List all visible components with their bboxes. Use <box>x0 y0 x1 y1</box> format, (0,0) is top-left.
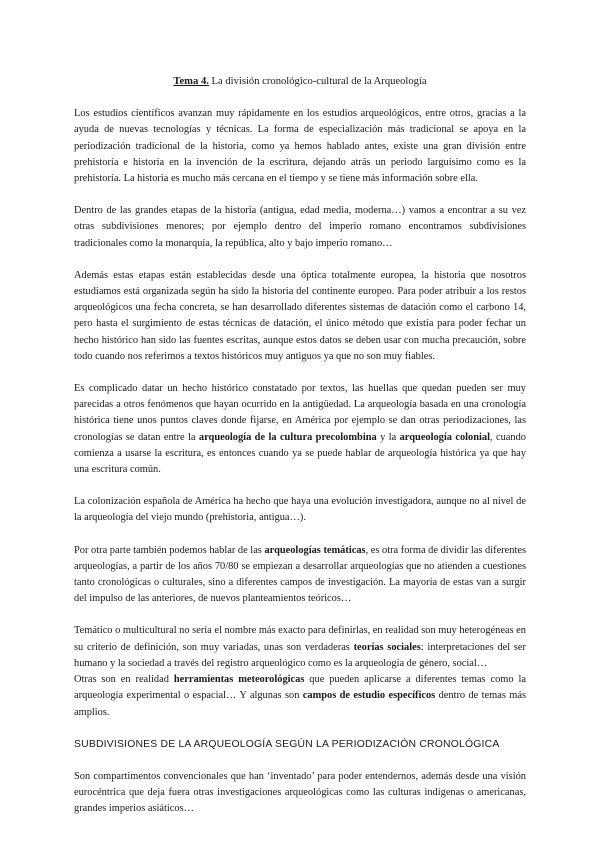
paragraph-thematic <box>74 543 526 608</box>
title-topic-number: Tema 4. <box>173 76 209 87</box>
bold-term: arqueologías temáticas <box>264 544 366 556</box>
bold-term: arqueología colonial <box>399 431 490 443</box>
paragraph-colonization <box>74 494 526 526</box>
paragraph-text: dentro de temas más amplios. <box>74 690 526 718</box>
paragraph-text: Dentro de las grandes etapas de la historia (antigua, edad media, moderna…) vamos a encontrar a su vez otras subdivisiones menores; por ejemplo dentro del imperio romano encontramos subdivisiones tradicionales como la monarquía, la república, alto y bajo imperio romano… <box>74 205 526 249</box>
paragraph-text: La colonización española de América ha hecho que haya una evolución investigadora, aunque no al nivel de la arqueología del viejo mundo (prehistoria, antigua…). <box>74 496 526 524</box>
paragraph-text: Son compartimentos convencionales que han ‘inventado’ para poder entendernos, además desde una visión eurocéntrica que deja fuera otras investigaciones arqueológicas como las culturas indígenas o americanas, grandes imperios asiáticos… <box>74 770 526 815</box>
section-heading: SUBDIVISIONES DE LA ARQUEOLOGÍA SEGÚN LA PERIODIZACIÓN CRONOLÓGICA <box>74 738 500 750</box>
paragraph-multicultural <box>74 623 526 672</box>
paragraph-intro <box>74 106 526 187</box>
paragraph-text: , cuando comienza a usarse la escritura, es entonces cuando ya se puede hablar de arqueología histórica ya que hay una escritura común. <box>74 431 526 476</box>
paragraph-tools <box>74 672 526 721</box>
paragraph-text: Además estas etapas están establecidas desde una óptica totalmente europea, la historia que nosotros estudiamos está organizada según ha sido la historia del continente europeo. Para poder atribuir a los restos arqueológicos una fecha concreta, se han desarrollado diferentes sistemas de datación como el carbono 14, pero hasta el surgimiento de estas técnicas de datación, el único método que existía para poder fechar un hecho histórico han sido las fuentes escritas, aunque estos datos se deben usar con mucha precaución, sobre todo cuando nos referimos a textos históricos muy antiguos ya que no son muy fiables. <box>74 269 526 362</box>
page-title <box>74 74 526 90</box>
bold-term: teorías sociales <box>353 641 421 653</box>
paragraph-compartments <box>74 769 526 818</box>
paragraph-dating <box>74 381 526 478</box>
title-text: La división cronológico-cultural de la Arqueología <box>208 76 427 87</box>
paragraph-text: Otras son en realidad <box>74 674 174 686</box>
paragraph-european-view <box>74 268 526 365</box>
paragraph-text: Temático o multicultural no sería el nombre más exacto para definirlas, en realidad son muy heterogéneas en su criterio de definición, son muy variadas, unas son verdaderas <box>74 625 526 653</box>
paragraph-text: que pueden aplicarse a diferentes temas como la arqueología experimental o espacial… Y algunas son <box>74 674 526 702</box>
paragraph-text: : interpretaciones del ser humano y la sociedad a través del registro arqueológico como es la arqueología de género, social… <box>74 641 526 669</box>
bold-term: arqueología de la cultura precolombina <box>198 431 377 443</box>
paragraph-subdivisions <box>74 203 526 252</box>
paragraph-text: Es complicado datar un hecho histórico constatado por textos, las huellas que quedan pueden ser muy parecidas a otros fenómenos que hayan ocurrido en la antigüedad. La arqueología basada en una cronología histórica tiene unos puntos claves donde fijarse, en América por ejemplo se dan otras periodizaciones, las cronologías se datan entre la <box>74 383 526 443</box>
paragraph-text: y la <box>376 431 400 443</box>
paragraph-text: Por otra parte también podemos hablar de las <box>74 544 265 556</box>
bold-term: herramientas meteorológicas <box>173 674 305 686</box>
paragraph-text: , es otra forma de dividir las diferentes arqueologías, a partir de los años 70/80 se empiezan a desarrollar arqueologías que no atienden a cuestiones tanto cronológicas o culturales, sino a diferentes campos de investigación. La mayoría de estas van a surgir del impulso de las anteriores, de nuevos planteamientos teóricos… <box>74 544 526 605</box>
bold-term: campos de estudio específicos <box>302 690 436 702</box>
paragraph-text: Los estudios científicos avanzan muy rápidamente en los estudios arqueológicos, entre otros, gracias a la ayuda de nuevas tecnologías y técnicas. La forma de especialización más tradicional se apoya en la periodización tradicional de la historia, como ya hemos hablado antes, existe una gran división entre prehistoria e historia en la invención de la escritura, dejando atrás un periodo larguísimo como es la prehistoria. La historia es mucho más cercana en el tiempo y se tiene más información sobre ella. <box>74 108 526 185</box>
